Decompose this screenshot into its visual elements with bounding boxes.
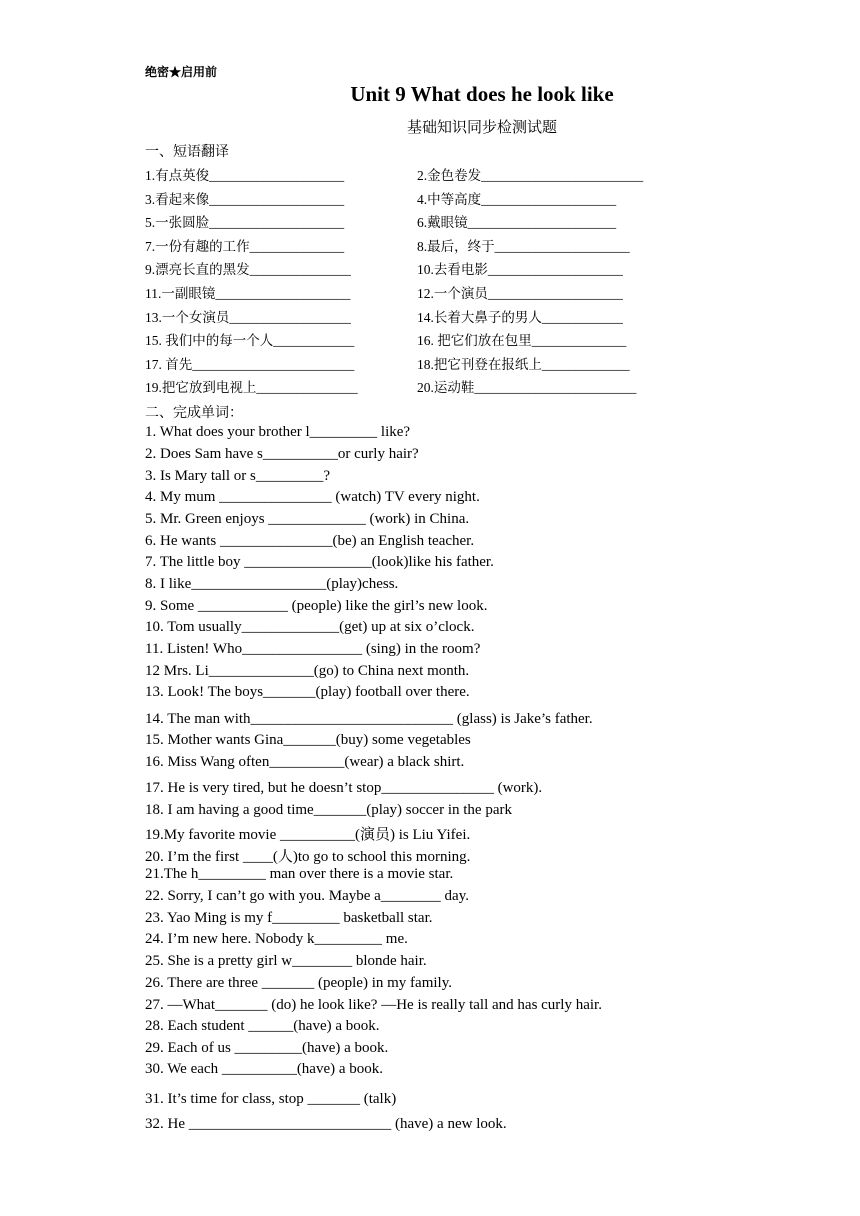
question-item: 26. There are three _______ (people) in my family. — [145, 975, 452, 991]
phrase-item: 11.一副眼镜____________________ — [145, 285, 351, 301]
question-item: 16. Miss Wang often__________(wear) a black shirt. — [145, 754, 465, 770]
phrase-item: 8.最后，终于____________________ — [417, 238, 630, 254]
question-item: 23. Yao Ming is my f_________ basketball star. — [145, 910, 433, 926]
question-item: 28. Each student ______(have) a book. — [145, 1018, 380, 1034]
question-item: 5. Mr. Green enjoys _____________ (work) in China. — [145, 511, 470, 527]
phrase-translation-list — [145, 164, 705, 400]
phrase-item: 2.金色卷发________________________ — [417, 168, 644, 183]
question-item: 29. Each of us _________(have) a book. — [145, 1040, 389, 1056]
phrase-row — [145, 188, 705, 212]
phrase-row — [145, 258, 705, 282]
phrase-item: 3.看起来像____________________ — [145, 191, 345, 207]
question-item: 12 Mrs. Li______________(go) to China next month. — [145, 663, 470, 679]
phrase-row — [145, 211, 705, 235]
question-item: 13. Look! The boys_______(play) football over there. — [145, 684, 470, 700]
question-item: 14. The man with___________________________ (glass) is Jake’s father. — [145, 711, 593, 727]
phrase-item: 9.漂亮长直的黑发_______________ — [145, 262, 351, 278]
confidential-label: 绝密★启用前 — [145, 65, 218, 79]
question-item: 9. Some ____________ (people) like the girl’s new look. — [145, 598, 488, 614]
question-item: 11. Listen! Who________________ (sing) in the room? — [145, 641, 481, 657]
phrase-item: 17. 首先________________________ — [145, 356, 355, 372]
question-item: 17. He is very tired, but he doesn’t stop_______________ (work). — [145, 780, 543, 796]
phrase-row — [145, 376, 705, 400]
question-item: 32. He ___________________________ (have) a new look. — [145, 1116, 507, 1132]
page-title: Unit 9 What does he look like — [350, 82, 614, 106]
phrase-row — [145, 353, 705, 377]
question-item: 31. It’s time for class, stop _______ (talk) — [145, 1091, 397, 1107]
question-item: 27. —What_______ (do) he look like? —He is really tall and has curly hair. — [145, 997, 602, 1013]
question-item: 4. My mum _______________ (watch) TV every night. — [145, 489, 480, 505]
question-item: 2. Does Sam have s__________or curly hair? — [145, 446, 419, 462]
question-item: 1. What does your brother l_________ like? — [145, 424, 411, 440]
question-item: 19.My favorite movie __________(演员) is Liu Yifei. — [145, 827, 471, 843]
question-item: 22. Sorry, I can’t go with you. Maybe a________ day. — [145, 888, 469, 904]
question-item: 18. I am having a good time_______(play) soccer in the park — [145, 802, 512, 818]
question-item: 7. The little boy _________________(look)like his father. — [145, 554, 494, 570]
question-item: 25. She is a pretty girl w________ blonde hair. — [145, 953, 427, 969]
phrase-item: 13.一个女演员__________________ — [145, 309, 351, 325]
page-subtitle: 基础知识同步检测试题 — [406, 120, 557, 136]
phrase-row — [145, 306, 705, 330]
question-item: 20. I’m the first ____(人)to go to school this morning. — [145, 849, 471, 865]
phrase-row — [145, 235, 705, 259]
phrase-item: 14.长着大鼻子的男人____________ — [417, 309, 623, 325]
question-item: 8. I like__________________(play)chess. — [145, 576, 399, 592]
question-item: 10. Tom usually_____________(get) up at six o’clock. — [145, 619, 475, 635]
phrase-item: 18.把它刊登在报纸上_____________ — [417, 356, 630, 372]
phrase-item: 10.去看电影____________________ — [417, 262, 623, 278]
phrase-item: 19.把它放到电视上_______________ — [145, 380, 358, 396]
question-item: 30. We each __________(have) a book. — [145, 1061, 384, 1077]
question-item: 24. I’m new here. Nobody k_________ me. — [145, 931, 408, 947]
phrase-item: 15. 我们中的每一个人____________ — [145, 333, 355, 349]
phrase-item: 1.有点英俊____________________ — [145, 168, 345, 183]
phrase-item: 12.一个演员____________________ — [417, 285, 623, 301]
phrase-row — [145, 164, 705, 188]
phrase-item: 5.一张圆脸____________________ — [145, 215, 345, 231]
section-2-heading: 二、完成单词： — [145, 406, 243, 421]
phrase-row — [145, 329, 705, 353]
phrase-item: 4.中等高度____________________ — [417, 191, 617, 207]
phrase-item: 6.戴眼镜______________________ — [417, 215, 617, 231]
question-item: 3. Is Mary tall or s_________? — [145, 468, 330, 484]
section-1-heading: 一、短语翻译 — [145, 145, 229, 160]
phrase-row — [145, 282, 705, 306]
phrase-item: 7.一份有趣的工作______________ — [145, 238, 345, 254]
phrase-item: 20.运动鞋________________________ — [417, 380, 637, 396]
question-item: 6. He wants _______________(be) an English teacher. — [145, 533, 475, 549]
question-item: 15. Mother wants Gina_______(buy) some vegetables — [145, 732, 471, 748]
phrase-item: 16. 把它们放在包里______________ — [417, 333, 627, 349]
question-item: 21.The h_________ man over there is a movie star. — [145, 866, 454, 882]
